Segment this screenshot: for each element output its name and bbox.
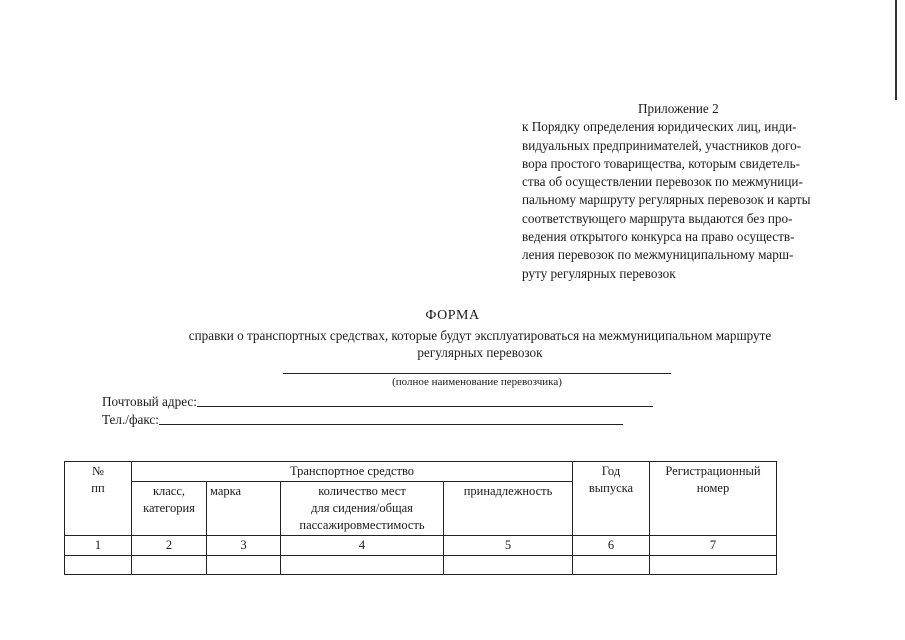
appendix-title: Приложение 2 <box>638 101 719 116</box>
table-cell[interactable] <box>444 556 573 575</box>
table-row <box>65 556 777 575</box>
col-number-1: 1 <box>65 536 132 556</box>
table-header-row <box>65 462 777 482</box>
header-reg-number: Регистрационный номер <box>650 462 777 536</box>
table-cell[interactable] <box>573 556 650 575</box>
scan-edge-line <box>895 0 897 100</box>
header-class: класс, категория <box>132 482 207 536</box>
appendix-line: ведения открытого конкурса на право осуществ- <box>522 229 795 245</box>
appendix-line: руту регулярных перевозок <box>522 265 676 281</box>
form-title: ФОРМА <box>425 308 480 323</box>
postal-address-field <box>102 394 653 410</box>
header-brand: марка <box>207 482 281 536</box>
table-cell[interactable] <box>281 556 444 575</box>
appendix-line: пальному маршруту регулярных перевозок и карты <box>522 192 811 208</box>
header-seats: количество мест для сидения/общая пассажировместимость <box>281 482 444 536</box>
appendix-line: видуальных предпринимателей, участников дого- <box>522 137 802 153</box>
appendix-line: вора простого товарищества, которым свидетель- <box>522 155 800 171</box>
appendix-line: ства об осуществлении перевозок по межмуници- <box>522 174 803 190</box>
col-number-2: 2 <box>132 536 207 556</box>
table-cell[interactable] <box>650 556 777 575</box>
header-owner: принадлежность <box>444 482 573 536</box>
phone-fax-label: Тел./факс: <box>102 412 159 427</box>
table-cell[interactable] <box>207 556 281 575</box>
form-subtitle <box>130 327 830 361</box>
appendix-line: соответствующего маршрута выдаются без про- <box>522 210 793 226</box>
carrier-name-line[interactable] <box>283 373 671 374</box>
carrier-name-caption: (полное наименование перевозчика) <box>392 376 562 388</box>
vehicles-table <box>64 461 777 575</box>
header-year: Год выпуска <box>573 462 650 536</box>
table-number-row <box>65 536 777 556</box>
header-vehicle-group: Транспортное средство <box>132 462 573 482</box>
col-number-4: 4 <box>281 536 444 556</box>
postal-address-label: Почтовый адрес: <box>102 394 197 409</box>
form-subtitle-line-1: справки о транспортных средствах, которые будут эксплуатироваться на межмуниципальном маршруте <box>188 328 772 343</box>
postal-address-line[interactable] <box>197 394 653 407</box>
appendix-line: к Порядку определения юридических лиц, инди- <box>522 119 797 135</box>
phone-fax-line[interactable] <box>159 412 623 425</box>
header-num: № пп <box>65 462 132 536</box>
col-number-5: 5 <box>444 536 573 556</box>
appendix-block <box>522 100 852 283</box>
appendix-line: ления перевозок по межмуниципальному марш- <box>522 247 794 263</box>
col-number-3: 3 <box>207 536 281 556</box>
table-cell[interactable] <box>132 556 207 575</box>
phone-fax-field <box>102 412 623 428</box>
col-number-6: 6 <box>573 536 650 556</box>
form-subtitle-line-2: регулярных перевозок <box>417 345 543 360</box>
col-number-7: 7 <box>650 536 777 556</box>
table-cell[interactable] <box>65 556 132 575</box>
